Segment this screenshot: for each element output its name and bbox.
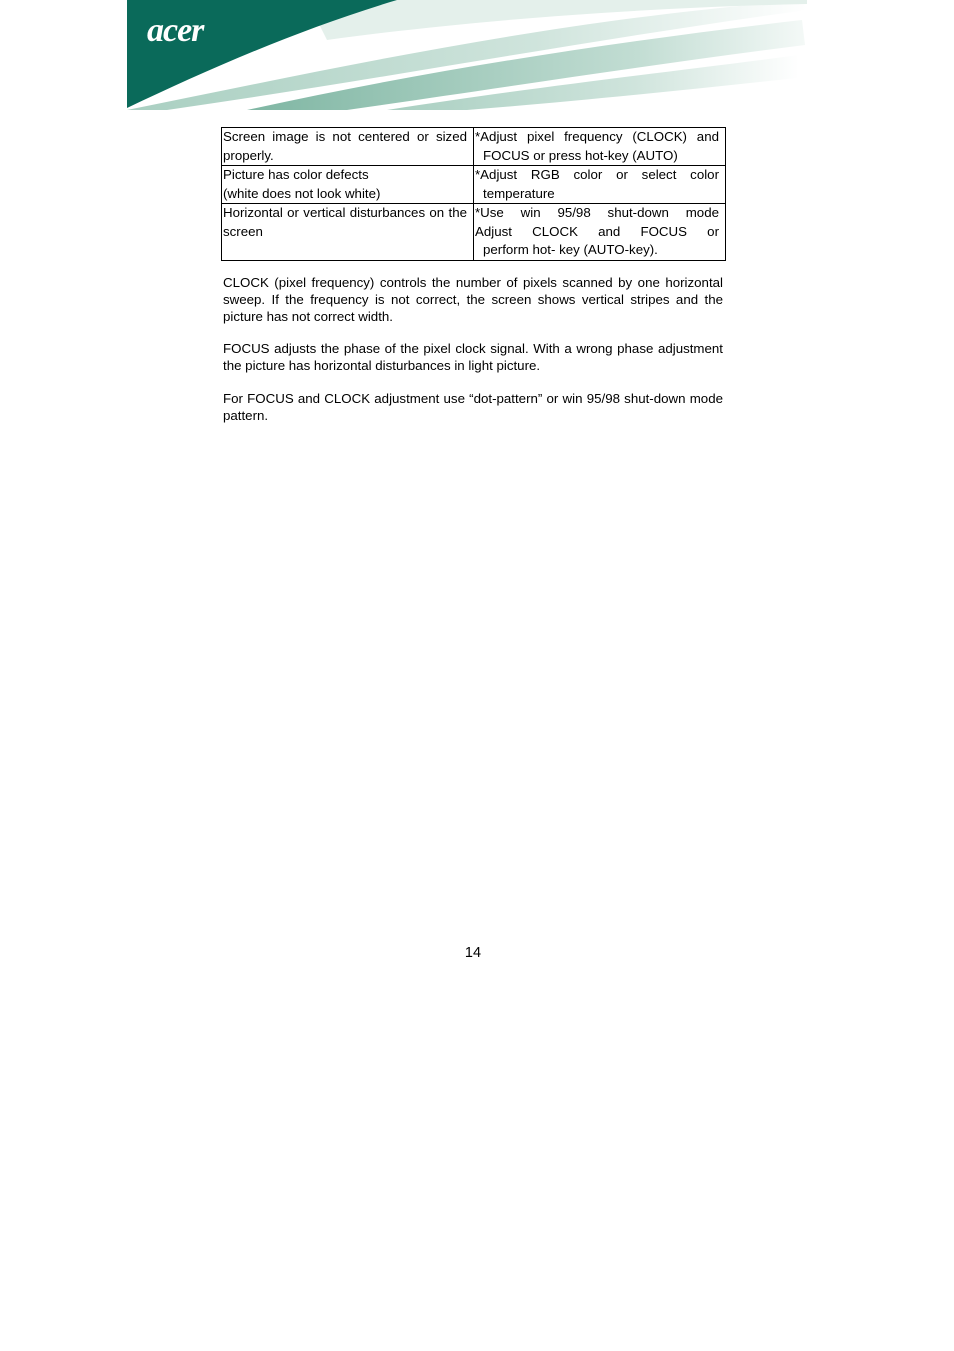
page-number: 14 [464,945,482,961]
table-row [222,128,726,166]
problem-text: Horizontal or vertical disturbances on the screen [223,205,467,239]
solution-line: *Adjust RGB color or select color [475,167,719,182]
solution-line: Adjust CLOCK and FOCUS or [475,223,719,239]
troubleshooting-table [221,127,726,261]
header-banner [127,0,807,110]
problem-text: Screen image is not centered or sized properly. [223,129,467,163]
solution-cell [474,166,726,204]
table-row [222,204,726,261]
solution-cell [474,204,726,261]
solution-line: FOCUS or press hot-key (AUTO) [483,147,678,163]
solution-cell [474,128,726,166]
solution-line: temperature [483,185,555,201]
problem-line: Picture has color defects [223,167,369,182]
focus-paragraph: FOCUS adjusts the phase of the pixel clock signal. With a wrong phase adjustment the picture has horizontal disturbances in light picture. [223,341,723,373]
solution-line: *Adjust pixel frequency (CLOCK) and [475,129,719,144]
problem-cell [222,128,474,166]
table-row [222,166,726,204]
solution-line: *Use win 95/98 shut-down mode [475,205,719,220]
solution-line: perform hot- key (AUTO-key). [483,242,658,257]
problem-line: (white does not look white) [223,185,381,201]
acer-logo: acer [147,12,204,49]
problem-cell [222,204,474,261]
problem-cell [222,166,474,204]
clock-paragraph: CLOCK (pixel frequency) controls the number of pixels scanned by one horizontal sweep. If the frequency is not correct, the screen shows vertical stripes and the picture has not correct width. [223,275,723,324]
pattern-paragraph: For FOCUS and CLOCK adjustment use “dot-pattern” or win 95/98 shut-down mode pattern. [223,391,723,423]
